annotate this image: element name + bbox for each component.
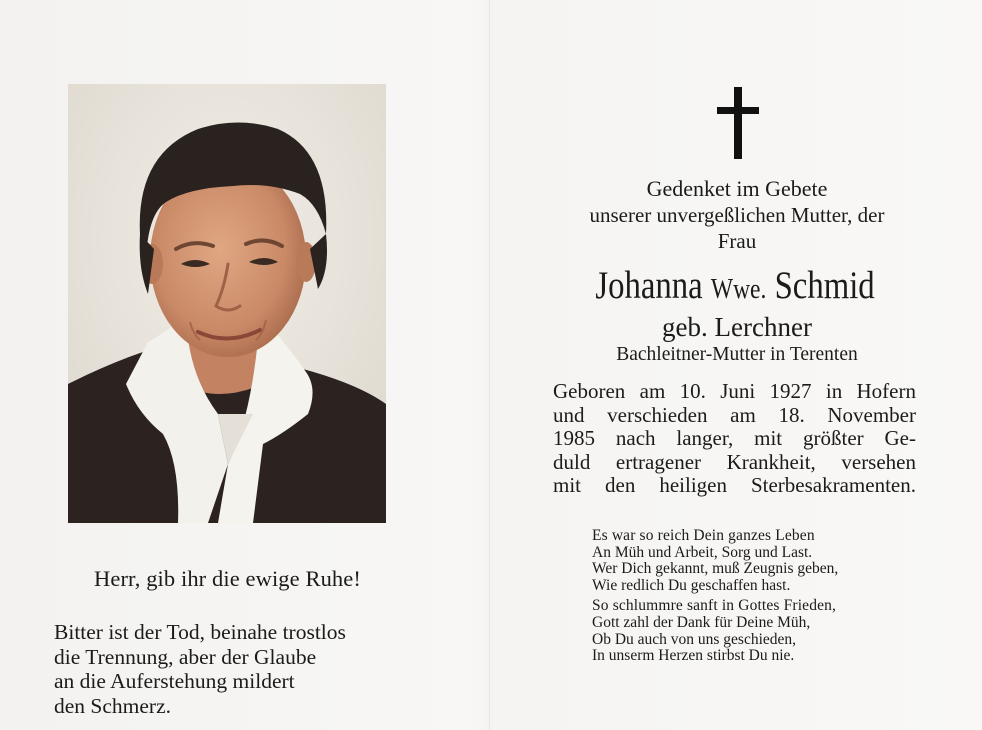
prayer-line: Herr, gib ihr die ewige Ruhe! xyxy=(94,566,361,591)
widow-title: Wwe. xyxy=(710,274,767,305)
bio-line: mit den heiligen Sterbesakramenten. xyxy=(553,473,916,498)
bio-line: duld ertragener Krankheit, versehen xyxy=(553,449,916,474)
poem-line: Ob Du auch von uns geschieden, xyxy=(592,630,797,648)
last-name: Schmid xyxy=(774,264,875,307)
memorial-heading xyxy=(540,176,934,254)
heading-line: Gedenket im Gebete xyxy=(646,176,828,201)
poem-line: So schlummre sanft in Gottes Frieden, xyxy=(592,597,837,615)
poem-line: Gott zahl der Dank für Deine Müh, xyxy=(592,613,811,631)
cross-icon xyxy=(717,87,759,159)
place-title: Bachleitner-Mutter in Terenten xyxy=(616,344,858,365)
card-fold-line xyxy=(489,0,490,730)
poem-line: Es war so reich Dein ganzes Leben xyxy=(592,527,815,544)
poem-stanza xyxy=(592,528,922,594)
poem-stanza xyxy=(592,598,922,664)
quote-line: an die Auferstehung mildert xyxy=(54,669,295,694)
bio-line: Geboren am 10. Juni 1927 in Hofern xyxy=(553,379,916,403)
heading-line: Frau xyxy=(717,229,757,253)
biography xyxy=(553,380,916,498)
maiden-name: geb. Lerchner xyxy=(662,312,812,342)
poem-line: An Müh und Arbeit, Sorg und Last. xyxy=(592,543,813,561)
bio-line: 1985 nach langer, mit größter Ge- xyxy=(553,426,916,451)
quote-line: die Trennung, aber der Glaube xyxy=(54,644,317,669)
deceased-name xyxy=(554,264,915,312)
poem-line: Wer Dich gekannt, muß Zeugnis geben, xyxy=(592,560,839,578)
quote-line: den Schmerz. xyxy=(54,694,172,719)
first-name: Johanna xyxy=(595,264,703,307)
bio-line: und verschieden am 18. November xyxy=(553,402,916,427)
portrait-photo xyxy=(68,84,386,523)
consolation-quote xyxy=(54,620,474,719)
memorial-poem xyxy=(592,528,922,669)
heading-line: unserer unvergeßlichen Mutter, der xyxy=(589,203,885,227)
poem-line: Wie redlich Du geschaffen hast. xyxy=(592,576,791,594)
quote-line: Bitter ist der Tod, beinahe trostlos xyxy=(54,620,346,644)
poem-line: In unserm Herzen stirbst Du nie. xyxy=(592,647,795,665)
